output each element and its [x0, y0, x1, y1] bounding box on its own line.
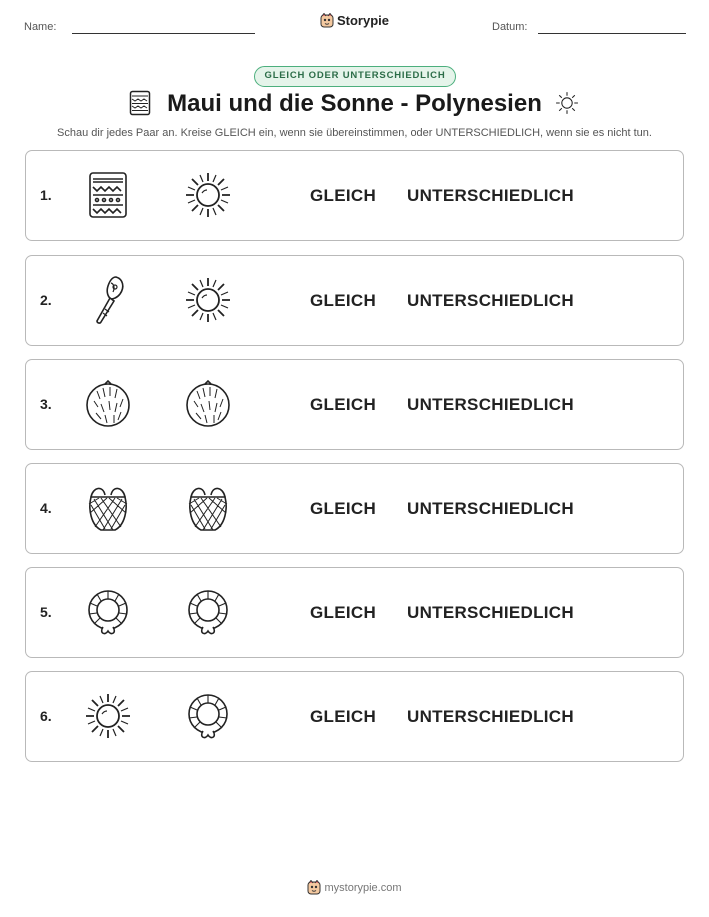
option-different[interactable]: UNTERSCHIEDLICH	[407, 395, 574, 414]
option-same[interactable]: GLEICH	[310, 603, 377, 622]
sun-icon	[83, 691, 133, 741]
option-same[interactable]: GLEICH	[310, 186, 377, 205]
rope-coil-icon	[183, 691, 233, 741]
brand-name: Storypie	[336, 13, 389, 28]
option-same[interactable]: GLEICH	[310, 395, 377, 414]
instructions: Schau dir jedes Paar an. Kreise GLEICH ein, wenn sie übereinstimmen, oder UNTERSCHIEDLICH, wenn sie es nicht tun.	[57, 127, 652, 139]
footer-url[interactable]: mystorypie.com	[324, 882, 402, 894]
net-bag-icon	[183, 483, 233, 533]
option-same[interactable]: GLEICH	[310, 291, 377, 310]
question-number: 4.	[40, 500, 52, 516]
option-different[interactable]: UNTERSCHIEDLICH	[407, 603, 574, 622]
option-same[interactable]: GLEICH	[310, 707, 377, 726]
question-row-6	[25, 671, 684, 762]
question-number: 1.	[40, 187, 52, 203]
storypie-logo-icon	[307, 880, 321, 898]
option-different[interactable]: UNTERSCHIEDLICH	[407, 707, 574, 726]
page-title	[0, 90, 709, 123]
question-row-2	[25, 255, 684, 346]
sun-icon	[554, 90, 580, 123]
name-label: Name:	[24, 21, 57, 33]
question-row-3	[25, 359, 684, 450]
option-different[interactable]: UNTERSCHIEDLICH	[407, 499, 574, 518]
date-label: Datum:	[492, 21, 528, 33]
carved-paddle-icon	[83, 275, 133, 325]
rope-coil-icon	[83, 587, 133, 637]
date-field-line[interactable]	[538, 33, 686, 34]
coconut-icon	[83, 379, 133, 429]
question-number: 6.	[40, 708, 52, 724]
tapa-cloth-icon	[129, 90, 151, 123]
tapa-cloth-icon	[83, 170, 133, 220]
question-number: 5.	[40, 604, 52, 620]
rope-coil-icon	[183, 587, 233, 637]
coconut-icon	[183, 379, 233, 429]
question-row-5	[25, 567, 684, 658]
option-different[interactable]: UNTERSCHIEDLICH	[407, 291, 574, 310]
sun-icon	[183, 170, 233, 220]
footer	[0, 880, 709, 898]
name-field-line[interactable]	[72, 33, 255, 34]
question-number: 2.	[40, 292, 52, 308]
storypie-logo-icon	[320, 13, 334, 31]
option-same[interactable]: GLEICH	[310, 499, 377, 518]
brand	[0, 13, 709, 31]
question-number: 3.	[40, 396, 52, 412]
page-title-text: Maui und die Sonne - Polynesien	[167, 90, 542, 117]
option-different[interactable]: UNTERSCHIEDLICH	[407, 186, 574, 205]
net-bag-icon	[83, 483, 133, 533]
activity-tag: GLEICH ODER UNTERSCHIEDLICH	[254, 66, 456, 87]
question-row-4	[25, 463, 684, 554]
sun-icon	[183, 275, 233, 325]
question-row-1	[25, 150, 684, 241]
